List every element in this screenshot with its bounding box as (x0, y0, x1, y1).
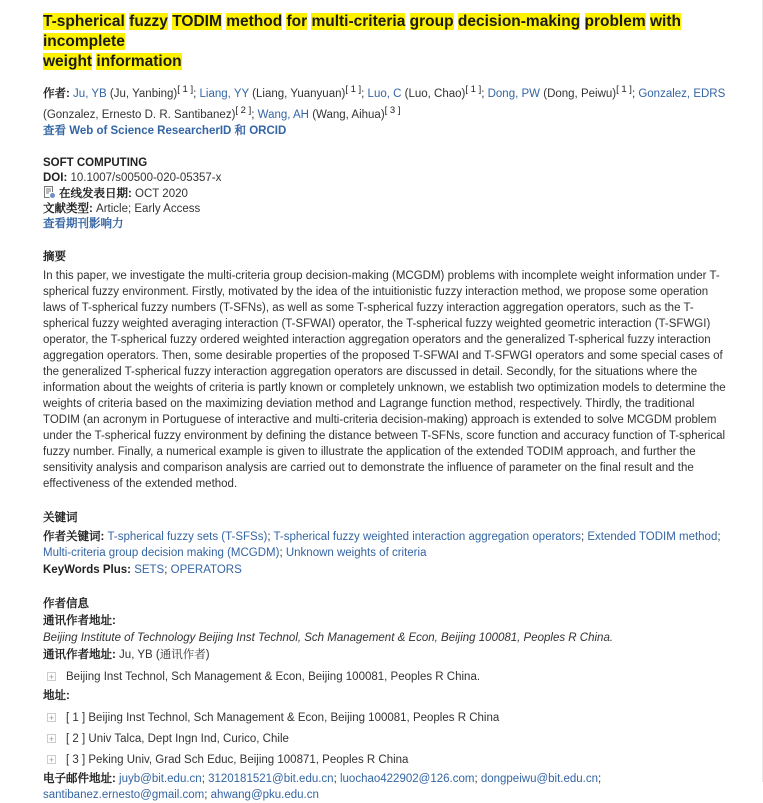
affiliation-ref[interactable]: [ 1 ] (177, 84, 194, 95)
corresponding-address: Beijing Institute of Technology Beijing Inst Technol, Sch Management & Econ, Beijing 100081, Peoples R China. (43, 631, 614, 644)
affiliation-ref[interactable]: [ 1 ] (616, 84, 632, 95)
author-link[interactable]: Gonzalez, EDRS (638, 88, 726, 100)
email-link[interactable]: 3120181521@bit.edu.cn (208, 772, 334, 785)
keywords-plus-label: KeyWords Plus: (43, 563, 131, 576)
source-block (43, 156, 733, 232)
corresponding-author: Ju, YB (通讯作者) (119, 648, 210, 661)
address-text: Beijing Inst Technol, Sch Management & Econ, Beijing 100081, Peoples R China (88, 711, 500, 724)
keyword-link[interactable]: T-spherical fuzzy sets (T-SFSs) (107, 530, 268, 543)
author-info-heading: 作者信息 (43, 597, 89, 610)
doi-label: DOI: (43, 171, 68, 184)
email-link[interactable]: santibanez.ernesto@gmail.com (43, 788, 205, 801)
address-text: Univ Talca, Dept Ingn Ind, Curico, Chile (88, 732, 289, 745)
email-link[interactable]: luochao422902@126.com (339, 772, 475, 785)
online-date-value: OCT 2020 (135, 187, 188, 200)
keyword-plus-link[interactable]: SETS (134, 563, 165, 576)
author-link[interactable]: Wang, AH (257, 108, 309, 121)
keyword-link[interactable]: Extended TODIM method (587, 530, 718, 543)
keyword-link[interactable]: T-spherical fuzzy weighted interaction aggregation operators (273, 530, 581, 543)
author-fullname: (Ju, Yanbing) (109, 88, 178, 100)
author-fullname: (Liang, Yuanyuan) (252, 88, 346, 100)
author-fullname: (Luo, Chao) (404, 88, 466, 100)
author-fullname: (Wang, Aihua) (312, 108, 385, 121)
abstract-text: In this paper, we investigate the multi-criteria group decision-making (MCGDM) problems with incomplete weight information under T-spherical fuzzy environment. Firstly, motivated by the idea of the intuitionistic fuzzy interaction method, we propose some operation laws of T-spherical fuzzy numbers (T-SFNs), as well as some T-spherical fuzzy interaction aggregation operators, such as the T-spherical fuzzy weighted averaging interaction (T-SFWAI) operator, the T-spherical fuzzy weighted geometric interaction (T-SFWGI) operator, the T-spherical fuzzy ordered weighted interaction aggregation operators and the generalized T-spherical fuzzy interaction aggregation operators. Then, some desirable properties of the proposed T-SFWAI and T-SFWGI operators and some special cases of the generalized T-spherical fuzzy interaction aggregation operators are discussed in detail. Secondly, for the situations where the information about the weights of criteria is partly known or completely unknown, we establish two optimization models to determine the weights of criteria based on the maximizing deviation method and Lagrange function method, respectively. Thirdly, the traditional TODIM (an acronym in Portuguese of interactive and multi-criteria decision-making) approach is extended to solve MCGDM problem under the T-spherical fuzzy environment by defining the distance between T-SFNs, score function and accuracy function of T-spherical fuzzy number. Finally, a numerical example is given to illustrate the application of the extended TODIM approach, and further the sensitivity analysis and comparison analysis are carried out to demonstrate the influence of parameter on the final result and the effectiveness of the extended method. (43, 269, 726, 490)
author-link[interactable]: Dong, PW (487, 88, 541, 100)
address-row[interactable] (47, 752, 733, 768)
keyword-link[interactable]: Unknown weights of criteria (285, 546, 427, 559)
author-keywords-label: 作者关键词: (43, 530, 105, 543)
address-number: [ 1 ] (66, 711, 86, 724)
email-link[interactable]: dongpeiwu@bit.edu.cn (480, 772, 599, 785)
keywords-plus: KeyWords Plus: SETS; OPERATORS (43, 563, 242, 576)
keyword-plus-link[interactable]: OPERATORS (170, 563, 242, 576)
corresponding-author-label: 通讯作者地址: (43, 648, 116, 661)
author-fullname: (Dong, Peiwu) (543, 88, 617, 100)
affiliation-ref[interactable]: [ 3 ] (384, 104, 401, 116)
article-title: T-spherical fuzzy TODIM method for multi-criteria group decision-making problem with incomplete weight information (43, 13, 681, 70)
affiliation-ref[interactable]: [ 1 ] (465, 84, 482, 95)
doctype-value: Article; Early Access (96, 202, 201, 215)
expand-icon[interactable]: + (48, 755, 55, 765)
email-link[interactable]: juyb@bit.edu.cn (119, 772, 202, 785)
email-link[interactable]: ahwang@pku.edu.cn (210, 788, 319, 801)
expand-icon[interactable]: + (48, 672, 55, 682)
researcher-id-link[interactable]: 查看 Web of Science ResearcherID 和 ORCID (43, 125, 287, 137)
expand-icon[interactable]: + (48, 713, 55, 723)
affiliation-ref[interactable]: [ 2 ] (235, 104, 252, 116)
online-date-label: 在线发表日期: (59, 187, 132, 200)
author-link[interactable]: Luo, C (367, 88, 402, 100)
keyword-link[interactable]: Multi-criteria group decision making (MCGDM) (43, 546, 280, 559)
affiliation-ref[interactable]: [ 1 ] (345, 84, 362, 95)
corresponding-address-2: Beijing Inst Technol, Sch Management & Econ, Beijing 100081, Peoples R China. (66, 670, 481, 683)
email-label: 电子邮件地址: (43, 772, 116, 785)
email-block: 电子邮件地址: juyb@bit.edu.cn; 3120181521@bit.edu.cn; luochao422902@126.com; dongpeiwu@bit.edu.cn; santibanez.ernesto@gmail.com; ahwang@pku.edu.cn (43, 772, 602, 801)
authors-block: 作者: Ju, YB (Ju, Yanbing)[ 1 ]; Liang, YY (Liang, Yuanyuan)[ 1 ]; Luo, C (Luo, Chao)[ 1 ]; Dong, PW (Dong, Peiwu)[ 1 ]; Gonzalez, EDRS (Gonzalez, Ernesto D. R. Santibanez)[ 2 ]; Wang, AH (Wang, Aihua)[ 3 ] 查看 Web of Science ResearcherID 和 ORCID (43, 84, 726, 137)
author-keywords: 作者关键词: T-spherical fuzzy sets (T-SFSs); T-spherical fuzzy weighted interaction aggregation operators; Extended TODIM method; Multi-criteria group decision making (MCGDM); Unknown weights of criteria (43, 530, 721, 559)
address-row[interactable] (47, 710, 733, 726)
address-number: [ 3 ] (66, 753, 86, 766)
corresponding-address-label: 通讯作者地址: (43, 614, 116, 627)
doctype-label: 文献类型: (43, 202, 93, 215)
authors-label: 作者: (43, 88, 70, 100)
author-link[interactable]: Liang, YY (199, 88, 249, 100)
corresponding-address-row[interactable] (47, 669, 733, 685)
abstract-heading: 摘要 (43, 250, 66, 263)
record-content (43, 12, 733, 803)
addresses-label: 地址: (43, 689, 70, 702)
author-fullname: (Gonzalez, Ernesto D. R. Santibanez) (43, 108, 236, 121)
expand-icon[interactable]: + (48, 734, 55, 744)
author-link[interactable]: Ju, YB (73, 88, 107, 100)
address-text: Peking Univ, Grad Sch Educ, Beijing 100871, Peoples R China (88, 753, 409, 766)
document-icon (43, 186, 56, 199)
journal-name: SOFT COMPUTING (43, 156, 148, 169)
address-number: [ 2 ] (66, 732, 86, 745)
journal-impact-link[interactable]: 查看期刊影响力 (43, 217, 124, 230)
keywords-heading: 关键词 (43, 511, 78, 524)
doi-value: 10.1007/s00500-020-05357-x (70, 171, 222, 184)
address-row[interactable] (47, 731, 733, 747)
